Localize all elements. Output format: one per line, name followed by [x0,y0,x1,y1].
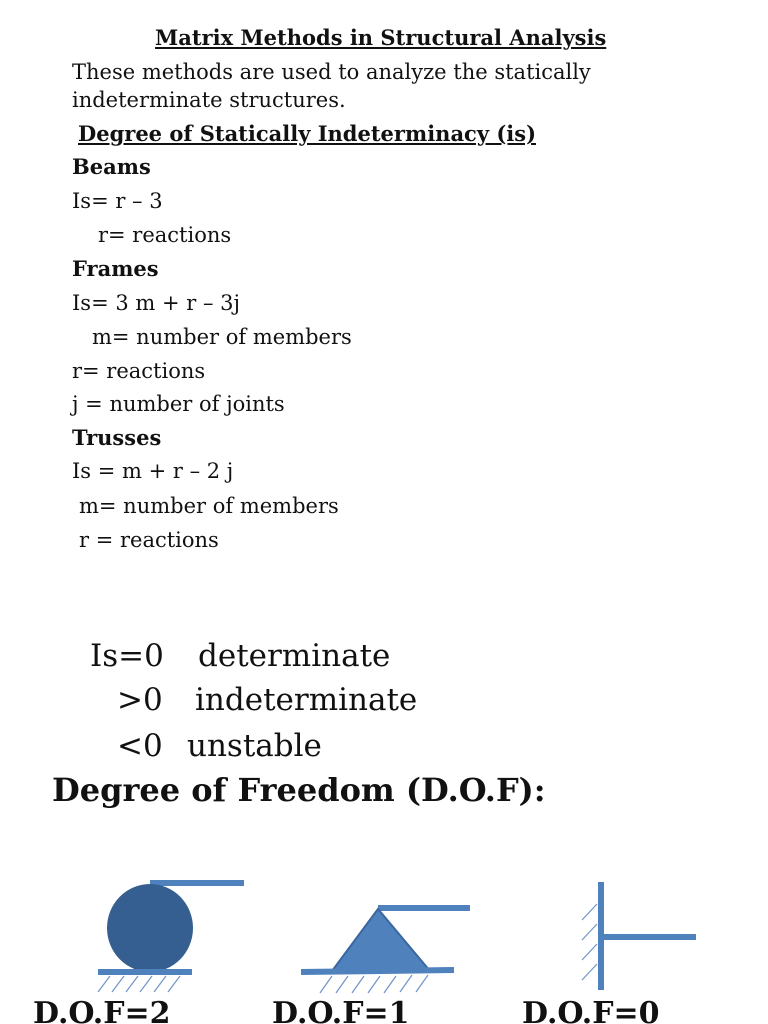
fixed-support-icon [578,880,700,992]
fixed-dof-label: D.O.F=0 [522,996,660,1024]
trusses-definition-m: m= number of members [79,494,339,518]
section-heading: Degree of Statically Indeterminacy (is) [78,121,537,146]
beams-formula: Is= r – 3 [72,189,163,213]
intro-line-1: These methods are used to analyze the statically [72,60,591,84]
trusses-formula: Is = m + r – 2 j [72,459,234,483]
beams-heading: Beams [72,154,151,179]
hinge-dof-label: D.O.F=1 [272,996,410,1024]
frames-definition-j: j = number of joints [72,392,285,416]
dof-heading: Degree of Freedom (D.O.F): [52,771,546,809]
condition-negative-meaning: unstable [187,728,322,764]
frames-definition-r: r= reactions [72,359,206,383]
condition-zero: Is=0 [90,638,164,674]
page-title: Matrix Methods in Structural Analysis [155,25,607,50]
condition-zero-meaning: determinate [198,638,391,674]
roller-dof-label: D.O.F=2 [33,996,171,1024]
trusses-definition-r: r = reactions [79,528,219,552]
condition-positive: >0 [117,682,163,718]
frames-definition-m: m= number of members [92,325,352,349]
hinge-support-icon [298,900,478,994]
intro-line-2: indeterminate structures. [72,88,346,112]
condition-negative: <0 [117,728,163,764]
beams-definition-r: r= reactions [98,223,232,247]
frames-formula: Is= 3 m + r – 3j [72,291,240,315]
roller-support-icon [90,872,250,992]
frames-heading: Frames [72,256,159,281]
trusses-heading: Trusses [72,425,162,450]
condition-positive-meaning: indeterminate [195,682,418,718]
